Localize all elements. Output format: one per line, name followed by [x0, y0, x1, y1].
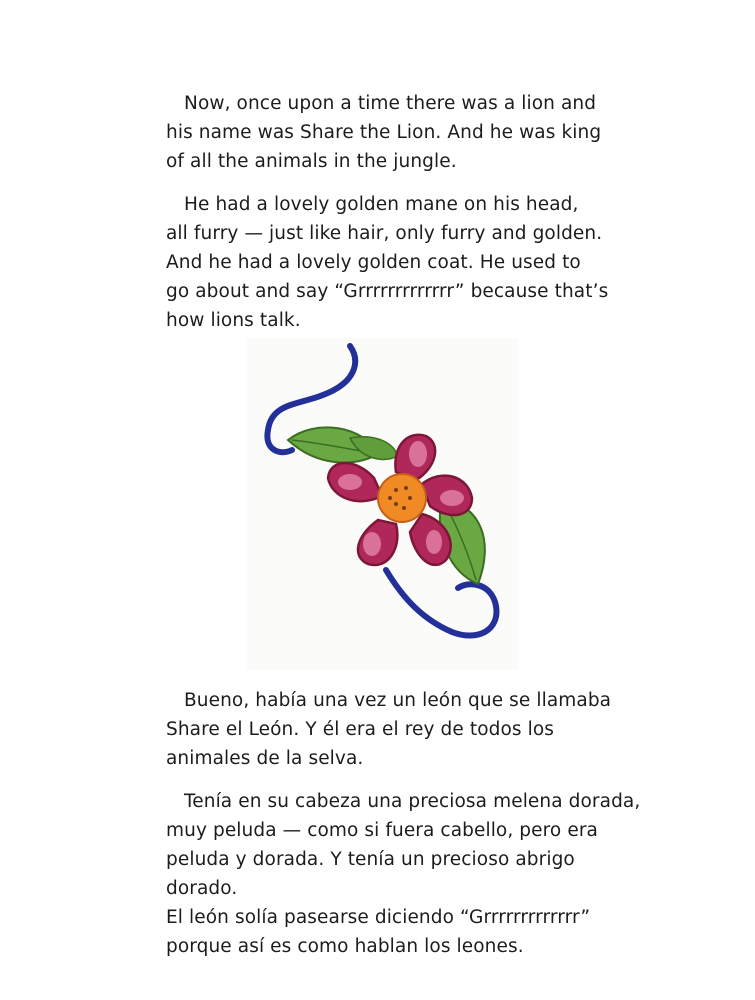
text-line: porque así es como hablan los leones. [166, 936, 524, 957]
text-line: animales de la selva. [166, 748, 364, 769]
text-line: how lions talk. [166, 310, 301, 331]
flower-with-ribbon-icon [246, 338, 518, 670]
text-line: Bueno, había una vez un león que se llamaba [184, 690, 612, 711]
text-line: muy peluda — como si fuera cabello, pero era [166, 820, 598, 841]
spanish-paragraph-1 [166, 686, 646, 773]
text-line: all furry — just like hair, only furry and golden. [166, 223, 603, 244]
text-line: Now, once upon a time there was a lion and [184, 93, 597, 114]
english-paragraph-1 [166, 89, 646, 176]
text-line: go about and say “Grrrrrrrrrrrrr” because that’s [166, 281, 609, 302]
text-line: Share el León. Y él era el rey de todos los [166, 719, 554, 740]
spanish-text [166, 686, 646, 961]
text-line: And he had a lovely golden coat. He used to [166, 252, 581, 273]
text-line: peluda y dorada. Y tenía un precioso abrigo dorado. [166, 849, 575, 899]
text-line: his name was Share the Lion. And he was king [166, 122, 602, 143]
spanish-paragraph-2 [166, 787, 646, 961]
text-line: El león solía pasearse diciendo “Grrrrrrrrrrrrr” [166, 907, 591, 928]
english-text [166, 89, 646, 335]
text-line: of all the animals in the jungle. [166, 151, 457, 172]
flower-center [378, 474, 426, 522]
text-line: He had a lovely golden mane on his head, [184, 194, 579, 215]
english-paragraph-2 [166, 190, 646, 335]
text-line: Tenía en su cabeza una preciosa melena dorada, [184, 791, 641, 812]
